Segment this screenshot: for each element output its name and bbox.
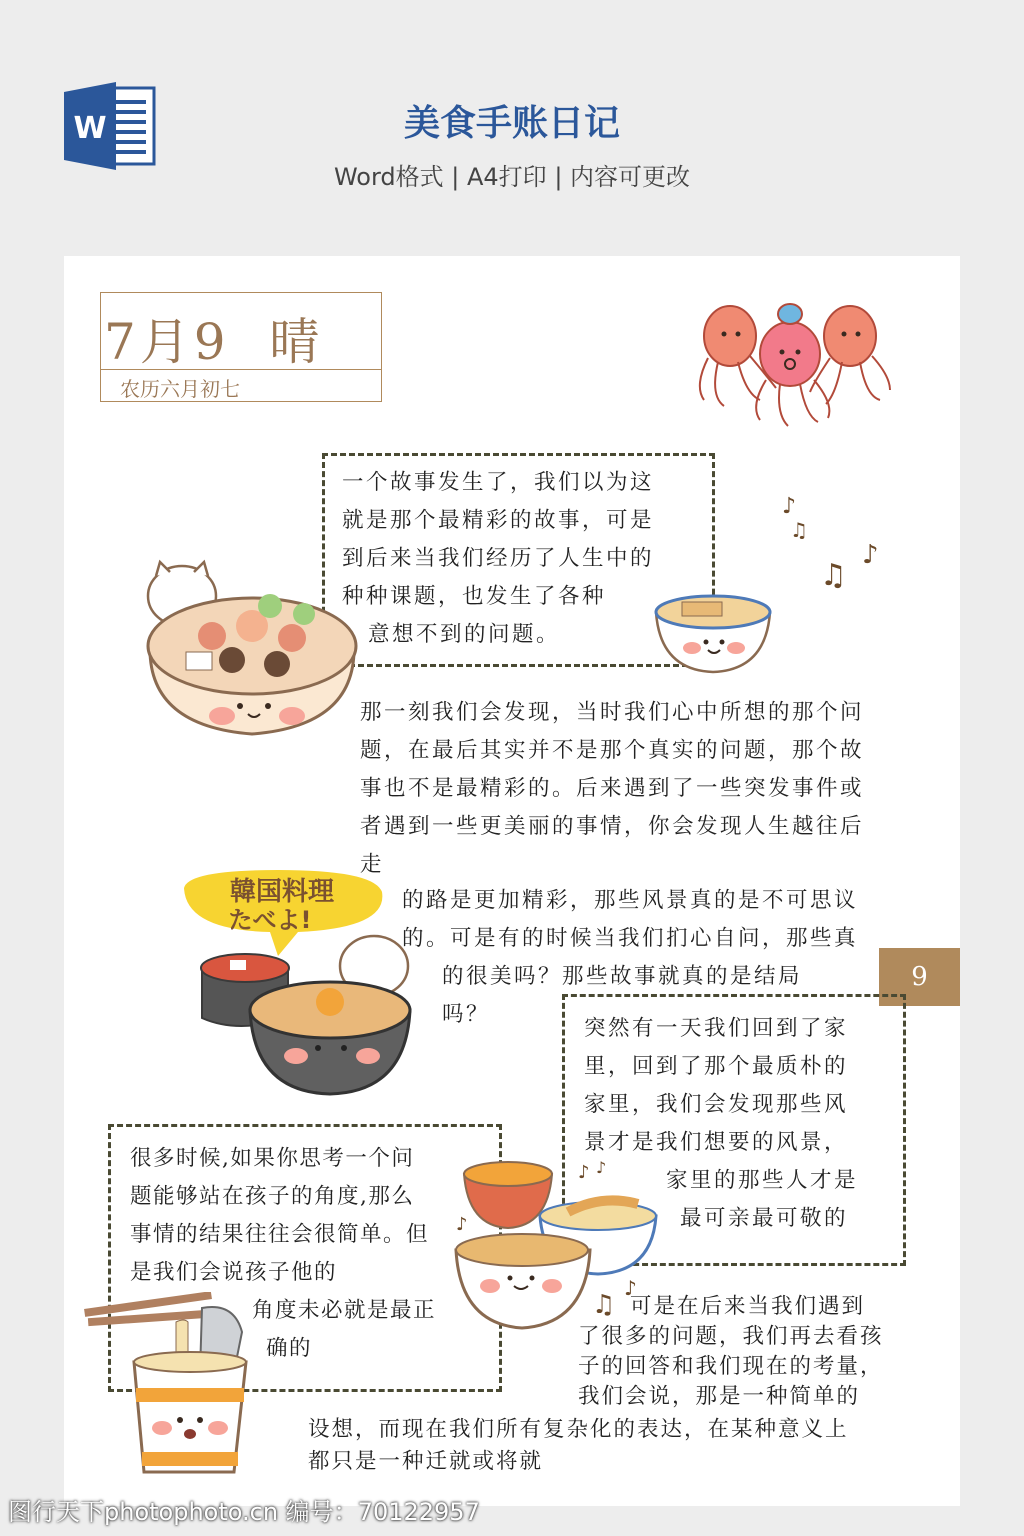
- text-line: 子的回答和我们现在的考量，: [578, 1354, 884, 1379]
- page-subtitle: Word格式 | A4打印 | 内容可更改: [333, 163, 691, 191]
- music-note-icon: ♪: [596, 1158, 607, 1177]
- text-line: 种种课题，也发生了各种: [342, 584, 607, 609]
- text-line: 设想，而现在我们所有复杂化的表达，在某种意义上: [308, 1417, 849, 1442]
- music-note-icon: ♪: [862, 540, 879, 570]
- watermark: 图行天下photophoto.cn 编号：70122957: [8, 1498, 480, 1526]
- date-weather: 7月9 晴: [104, 313, 324, 371]
- music-note-icon: ♪: [782, 494, 797, 519]
- text-line: 了很多的问题，我们再去看孩: [578, 1324, 884, 1349]
- page-title: 美食手账日记: [403, 103, 620, 144]
- paragraph-3: [578, 1292, 884, 1412]
- music-note-icon: ♫: [790, 518, 808, 542]
- text-line: 是我们会说孩子他的: [130, 1260, 338, 1285]
- hot-pot-illustration: [142, 556, 368, 746]
- text-line: 一个故事发生了，我们以为这: [342, 470, 655, 495]
- korean-food-illustration: [178, 868, 414, 1098]
- text-line: 吗？: [442, 1002, 491, 1027]
- music-note-icon: ♫: [820, 558, 847, 593]
- paragraph-4: [308, 1414, 849, 1478]
- text-line: 题能够站在孩子的角度,那么: [130, 1184, 415, 1209]
- text-line: 者遇到一些更美丽的事情，你会发现人生越往后: [360, 814, 865, 839]
- lunar-date: 农历六月初七: [120, 377, 240, 401]
- cup-noodle-illustration: [84, 1292, 254, 1482]
- sticker-text-line2: たべよ!: [228, 906, 312, 934]
- noodle-bowl-illustration: [652, 590, 774, 676]
- text-line: 走: [360, 852, 385, 877]
- svg-text:W: W: [73, 111, 107, 146]
- music-note-icon: ♪: [578, 1162, 590, 1183]
- text-line: 里，回到了那个最质朴的: [584, 1054, 849, 1079]
- music-note-icon: ♫: [592, 1290, 616, 1320]
- text-line: 事也不是最精彩的。后来遇到了一些突发事件或: [360, 776, 865, 801]
- text-line: 的很美吗？那些故事就真的是结局: [442, 964, 803, 989]
- text-line: 景才是我们想要的风景，: [584, 1130, 849, 1155]
- text-line: 突然有一天我们回到了家: [584, 1016, 849, 1041]
- text-line: 的。可是有的时候当我们扪心自问，那些真: [402, 926, 859, 951]
- text-line: 家里的那些人才是: [666, 1168, 859, 1193]
- text-line: 家里，我们会发现那些风: [584, 1092, 849, 1117]
- text-line: 事情的结果往往会很简单。但: [130, 1222, 430, 1247]
- text-line: 就是那个最精彩的故事，可是: [342, 508, 655, 533]
- page-number: 9: [879, 948, 960, 1006]
- text-line: 到后来当我们经历了人生中的: [342, 546, 655, 571]
- text-line: 角度未必就是最正: [252, 1298, 437, 1323]
- text-line: 确的: [266, 1336, 313, 1361]
- text-line: 意想不到的问题。: [368, 622, 561, 647]
- octopus-illustration: [690, 296, 894, 432]
- music-note-icon: ♪: [456, 1214, 468, 1235]
- paragraph-1: [360, 694, 864, 884]
- text-line: 都只是一种迁就或将就: [308, 1449, 544, 1474]
- sticker-text-line1: 韓国料理: [229, 877, 335, 907]
- text-line: 题，在最后其实并不是那个真实的问题，那个故: [360, 738, 865, 763]
- music-note-icon: ♪: [624, 1276, 637, 1300]
- text-line: 可是在后来当我们遇到: [630, 1294, 866, 1319]
- text-line: 最可亲最可敬的: [680, 1206, 849, 1231]
- text-line: 那一刻我们会发现，当时我们心中所想的那个问: [360, 700, 865, 725]
- text-line: 我们会说，那是一种简单的: [578, 1384, 861, 1409]
- text-line: 很多时候,如果你思考一个问: [130, 1146, 415, 1171]
- text-line: 的路是更加精彩，那些风景真的是不可思议: [402, 888, 859, 913]
- story-box-1-text: [342, 464, 654, 654]
